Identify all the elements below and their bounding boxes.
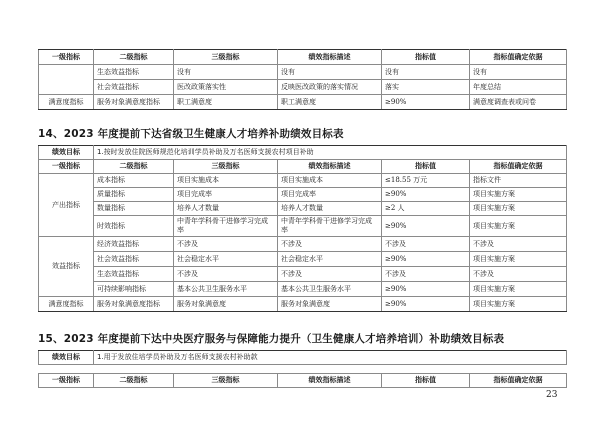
cell: ≥90% xyxy=(382,252,470,267)
header-cell: 二级指标 xyxy=(94,160,174,174)
cell: 成本指标 xyxy=(94,174,174,188)
cell: 项目实施方案 xyxy=(470,216,567,237)
header-cell: 指标值 xyxy=(382,160,470,174)
cell: 不涉及 xyxy=(278,267,382,282)
header-cell: 一级指标 xyxy=(39,160,94,174)
header-cell: 三级指标 xyxy=(174,50,278,65)
cell: 没有 xyxy=(382,65,470,80)
spacer-cell xyxy=(39,365,567,374)
table-row xyxy=(39,252,567,267)
cell: 不涉及 xyxy=(278,237,382,252)
page-number: 23 xyxy=(546,390,558,400)
cell: ≥90% xyxy=(382,297,470,312)
cell: 社会效益指标 xyxy=(94,252,174,267)
cell: 医改政策落实性 xyxy=(174,80,278,95)
cell: 不涉及 xyxy=(382,237,470,252)
cell: ≥90% xyxy=(382,282,470,297)
goal-row xyxy=(39,146,567,160)
cell: 项目实施方案 xyxy=(470,202,567,216)
header-cell: 指标值确定依据 xyxy=(470,50,567,65)
table-row xyxy=(39,297,567,312)
cell: 满意度指标 xyxy=(39,95,94,110)
cell: 服务对象满意度 xyxy=(174,297,278,312)
header-cell: 二级指标 xyxy=(94,374,174,388)
cell: 社会效益指标 xyxy=(94,80,174,95)
goal-label: 绩效目标 xyxy=(39,351,94,365)
cell: 项目实施方案 xyxy=(470,188,567,202)
cell: 社会稳定水平 xyxy=(174,252,278,267)
table-section-14 xyxy=(38,145,567,312)
table-row xyxy=(39,267,567,282)
header-cell: 绩效指标描述 xyxy=(278,50,382,65)
cell xyxy=(39,65,94,95)
table-row xyxy=(39,95,567,110)
header-cell: 指标值 xyxy=(382,374,470,388)
spacer-row xyxy=(39,365,567,374)
cell: 项目实施成本 xyxy=(174,174,278,188)
cell: 时效指标 xyxy=(94,216,174,237)
cell: ≥90% xyxy=(382,216,470,237)
header-cell: 指标值确定依据 xyxy=(470,374,567,388)
cell: 服务对象满意度指标 xyxy=(94,95,174,110)
cell: 没有 xyxy=(470,65,567,80)
cell: 职工满意度 xyxy=(278,95,382,110)
header-cell: 二级指标 xyxy=(94,50,174,65)
cell: 基本公共卫生服务水平 xyxy=(278,282,382,297)
header-cell: 三级指标 xyxy=(174,374,278,388)
goal-label: 绩效目标 xyxy=(39,146,94,160)
header-cell: 一级指标 xyxy=(39,374,94,388)
table-header-row xyxy=(39,374,567,388)
cell: 项目实施成本 xyxy=(278,174,382,188)
header-cell: 绩效指标描述 xyxy=(278,374,382,388)
cell: 不涉及 xyxy=(382,267,470,282)
cell: ≥90% xyxy=(382,95,470,110)
cell: ≥2 人 xyxy=(382,202,470,216)
table-header-row xyxy=(39,50,567,65)
table-row xyxy=(39,188,567,202)
table-row xyxy=(39,237,567,252)
cell: 不涉及 xyxy=(470,237,567,252)
cell: 项目实施方案 xyxy=(470,297,567,312)
cell: 质量指标 xyxy=(94,188,174,202)
cell: 项目实施方案 xyxy=(470,282,567,297)
table-row xyxy=(39,65,567,80)
table-row xyxy=(39,174,567,188)
table-previous-section xyxy=(38,49,567,110)
cell: 服务对象满意度指标 xyxy=(94,297,174,312)
cell: 可持续影响指标 xyxy=(94,282,174,297)
cell: 反映医改政策的落实情况 xyxy=(278,80,382,95)
goal-row xyxy=(39,351,567,365)
cell: 年度总结 xyxy=(470,80,567,95)
table-row xyxy=(39,80,567,95)
section-15-title: 15、2023 年度提前下达中央医疗服务与保障能力提升（卫生健康人才培养培训）补助绩效目标表 xyxy=(38,333,505,345)
cell: 培养人才数量 xyxy=(174,202,278,216)
cell: ≤18.55 万元 xyxy=(382,174,470,188)
cell: 不涉及 xyxy=(174,267,278,282)
table-section-15 xyxy=(38,350,567,388)
cell: ≥90% xyxy=(382,188,470,202)
table-row xyxy=(39,216,567,237)
table-header-row xyxy=(39,160,567,174)
goal-text: 1.按时发放住院医师规范化培训学员补助及万名医师支援农村项目补助 xyxy=(94,146,567,160)
header-cell: 指标值 xyxy=(382,50,470,65)
cell: 生态效益指标 xyxy=(94,267,174,282)
section-14-title: 14、2023 年度提前下达省级卫生健康人才培养补助绩效目标表 xyxy=(38,128,344,140)
cell: 满意度指标 xyxy=(39,297,94,312)
cell: 经济效益指标 xyxy=(94,237,174,252)
group-label-output: 产出指标 xyxy=(39,174,94,237)
cell: 基本公共卫生服务水平 xyxy=(174,282,278,297)
cell: 不涉及 xyxy=(470,267,567,282)
header-cell: 三级指标 xyxy=(174,160,278,174)
cell: 不涉及 xyxy=(174,237,278,252)
cell: 项目完成率 xyxy=(174,188,278,202)
cell: 生态效益指标 xyxy=(94,65,174,80)
cell: 中青年学科骨干进修学习完成率 xyxy=(174,216,278,237)
cell: 培养人才数量 xyxy=(278,202,382,216)
cell: 中青年学科骨干进修学习完成率 xyxy=(278,216,382,237)
header-cell: 指标值确定依据 xyxy=(470,160,567,174)
header-cell: 绩效指标描述 xyxy=(278,160,382,174)
group-label-benefit: 效益指标 xyxy=(39,237,94,297)
table-row xyxy=(39,282,567,297)
cell: 社会稳定水平 xyxy=(278,252,382,267)
cell: 职工满意度 xyxy=(174,95,278,110)
goal-text: 1.用于发放住培学员补助及万名医师支援农村补助款 xyxy=(94,351,567,365)
cell: 数量指标 xyxy=(94,202,174,216)
cell: 落实 xyxy=(382,80,470,95)
header-cell: 一级指标 xyxy=(39,50,94,65)
cell: 项目完成率 xyxy=(278,188,382,202)
cell: 没有 xyxy=(174,65,278,80)
cell: 项目实施方案 xyxy=(470,252,567,267)
cell: 服务对象满意度 xyxy=(278,297,382,312)
cell: 没有 xyxy=(278,65,382,80)
table-row xyxy=(39,202,567,216)
cell: 满意度调查表或问卷 xyxy=(470,95,567,110)
cell: 指标文件 xyxy=(470,174,567,188)
